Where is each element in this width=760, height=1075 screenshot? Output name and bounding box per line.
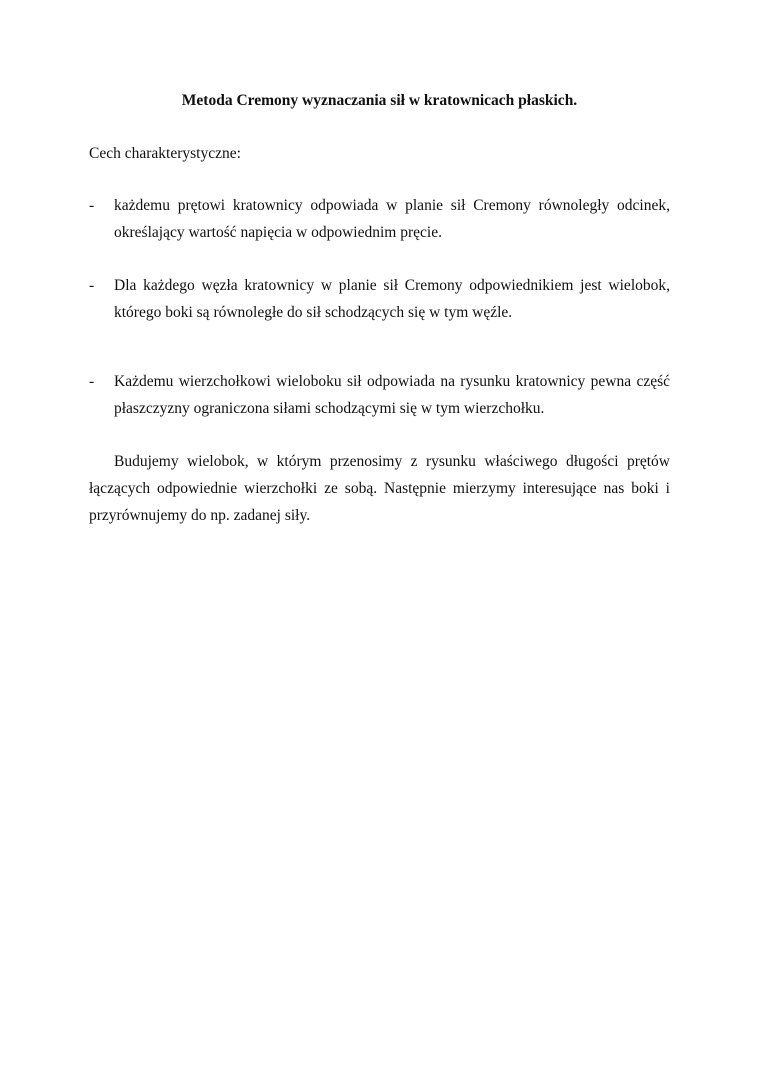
bullet-marker: -: [89, 197, 95, 214]
bullet-marker: -: [89, 373, 95, 390]
intro-label: Cech charakterystyczne:: [89, 145, 241, 162]
bullet-item: [89, 368, 670, 422]
bullet-item: [89, 272, 670, 326]
bullet-item: [89, 192, 670, 246]
bullet-text: Każdemu wierzchołkowi wieloboku sił odpowiada na rysunku kratownicy pewna część płaszczyzny ograniczona siłami schodzącymi się w tym wierzchołku.: [114, 373, 670, 417]
page-title: Metoda Cremony wyznaczania sił w kratownicach płaskich.: [181, 92, 578, 109]
bullet-text: Dla każdego węzła kratownicy w planie sił Cremony odpowiednikiem jest wielobok, którego boki są równoległe do sił schodzących się w tym węźle.: [114, 277, 670, 321]
bullet-text: każdemu prętowi kratownicy odpowiada w planie sił Cremony równoległy odcinek, określający wartość napięcia w odpowiednim pręcie.: [114, 197, 670, 241]
bullet-marker: -: [89, 277, 95, 294]
body-paragraph: Budujemy wielobok, w którym przenosimy z rysunku właściwego długości prętów łączących odpowiednie wierzchołki ze sobą. Następnie mierzymy interesujące nas boki i przyrównujemy do np. zadanej siły.: [89, 453, 670, 524]
